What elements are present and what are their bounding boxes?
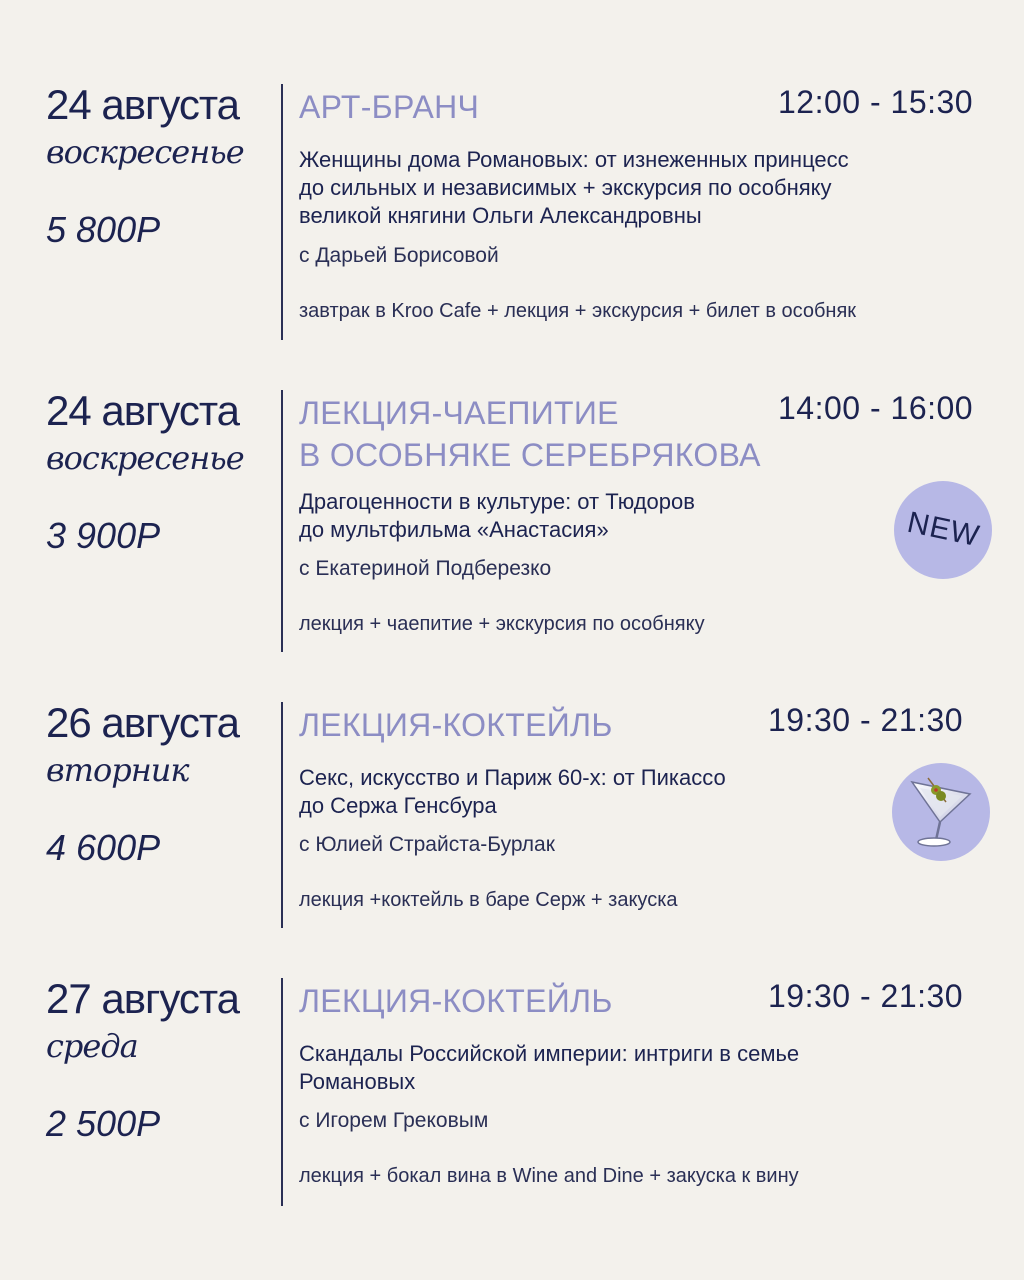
event-title xyxy=(299,980,613,1022)
event-date: 24 августа xyxy=(46,387,240,434)
event-card xyxy=(0,699,1024,932)
lecture-title-line: великой княгини Ольги Александровны xyxy=(299,203,702,228)
lecture-title-line: Секс, искусство и Париж 60-х: от Пикассо xyxy=(299,765,726,790)
event-title xyxy=(299,392,761,476)
event-title xyxy=(299,86,479,128)
lecture-title-line: Романовых xyxy=(299,1069,416,1094)
event-price: 2 500Р xyxy=(46,1103,161,1144)
divider-line xyxy=(281,390,283,652)
lecture-title-line: до мультфильма «Анастасия» xyxy=(299,517,609,542)
event-time: 12:00 - 15:30 xyxy=(778,84,974,120)
speaker: с Дарьей Борисовой xyxy=(299,244,499,267)
lecture-title-line: Драгоценности в культуре: от Тюдоров xyxy=(299,489,695,514)
event-title-line: В ОСОБНЯКЕ СЕРЕБРЯКОВА xyxy=(299,437,761,473)
event-title xyxy=(299,704,613,746)
event-time: 14:00 - 16:00 xyxy=(778,390,974,426)
includes: завтрак в Kroo Cafe + лекция + экскурсия + билет в особняк xyxy=(299,300,857,322)
event-title-line: ЛЕКЦИЯ-КОКТЕЙЛЬ xyxy=(299,983,613,1019)
event-time: 19:30 - 21:30 xyxy=(768,702,964,738)
includes: лекция + чаепитие + экскурсия по особняку xyxy=(299,613,705,635)
speaker: с Юлией Страйста-Бурлак xyxy=(299,833,555,856)
lecture-title-line: до Сержа Генсбура xyxy=(299,793,497,818)
event-price: 5 800Р xyxy=(46,209,161,250)
event-weekday: воскресенье xyxy=(46,133,244,171)
event-title-line: ЛЕКЦИЯ-ЧАЕПИТИЕ xyxy=(299,395,619,431)
martini-glass-svg xyxy=(906,772,976,852)
lecture-title xyxy=(299,488,695,544)
speaker: с Игорем Грековым xyxy=(299,1109,489,1132)
event-time: 19:30 - 21:30 xyxy=(768,978,964,1014)
martini-glass-icon xyxy=(892,763,990,861)
event-card xyxy=(0,975,1024,1208)
event-date: 24 августа xyxy=(46,81,240,128)
event-weekday: вторник xyxy=(46,751,189,789)
divider-line xyxy=(281,702,283,928)
lecture-title-line: Скандалы Российской империи: интриги в семье xyxy=(299,1041,800,1066)
event-card xyxy=(0,387,1024,655)
includes: лекция + бокал вина в Wine and Dine + закуска к вину xyxy=(299,1165,799,1187)
speaker: с Екатериной Подберезко xyxy=(299,557,552,580)
event-weekday: среда xyxy=(46,1027,138,1065)
event-weekday: воскресенье xyxy=(46,439,244,477)
divider-line xyxy=(281,84,283,340)
lecture-title-line: Женщины дома Романовых: от изнеженных принцесс xyxy=(299,147,849,172)
event-price: 4 600Р xyxy=(46,827,161,868)
lecture-title xyxy=(299,1040,799,1096)
lecture-title xyxy=(299,764,726,820)
new-badge-label: NEW xyxy=(903,505,983,554)
lecture-title-line: до сильных и независимых + экскурсия по особняку xyxy=(299,175,832,200)
event-title-line: ЛЕКЦИЯ-КОКТЕЙЛЬ xyxy=(299,707,613,743)
divider-line xyxy=(281,978,283,1206)
event-price: 3 900Р xyxy=(46,515,161,556)
event-date: 26 августа xyxy=(46,699,240,746)
includes: лекция +коктейль в баре Серж + закуска xyxy=(299,889,678,911)
lecture-title xyxy=(299,146,849,230)
event-title-line: АРТ-БРАНЧ xyxy=(299,89,480,125)
event-date: 27 августа xyxy=(46,975,240,1022)
new-badge xyxy=(894,481,992,579)
event-card xyxy=(0,81,1024,344)
